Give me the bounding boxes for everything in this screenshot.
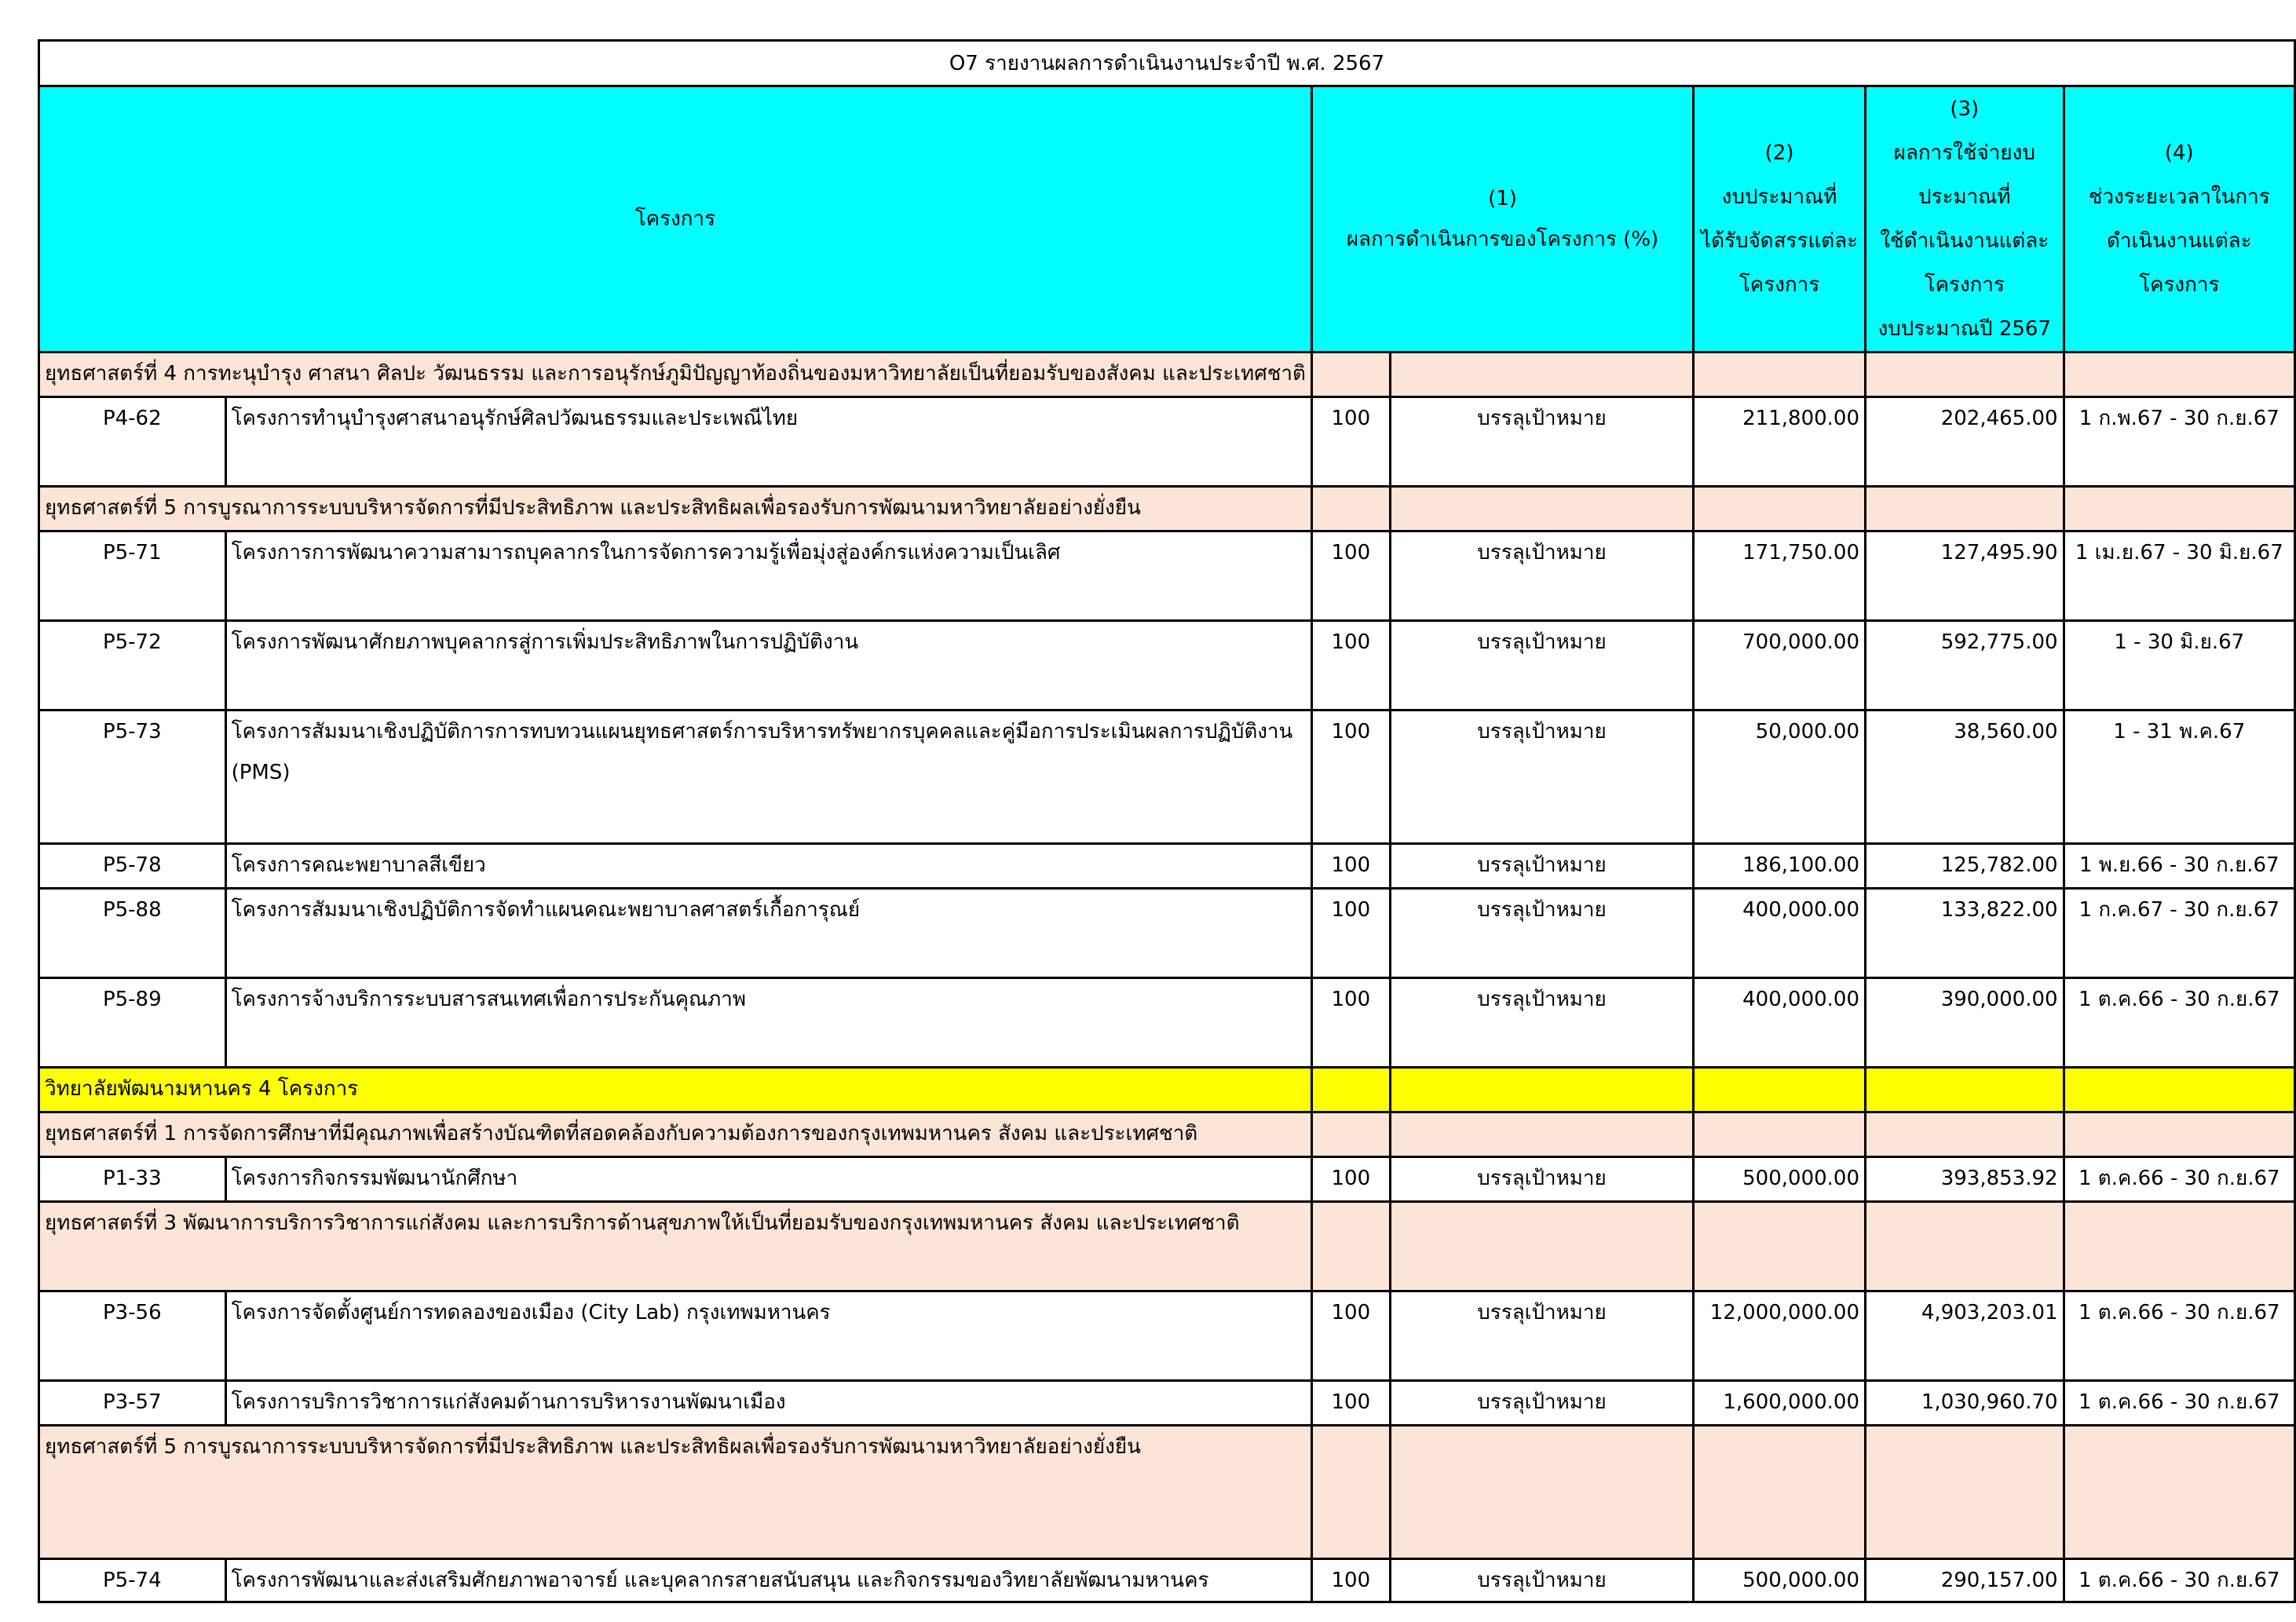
empty-cell	[1390, 1426, 1693, 1559]
empty-cell	[1390, 1202, 1693, 1291]
table-row	[39, 1381, 2295, 1426]
project-percent: 100	[1311, 532, 1390, 621]
strategy-row	[39, 1426, 2295, 1559]
header-project-label: โครงการ	[634, 207, 716, 231]
project-result: บรรลุเป้าหมาย	[1390, 397, 1693, 487]
header-col2-number: (2)	[1764, 141, 1794, 165]
project-spent: 38,560.00	[1866, 711, 2064, 844]
project-code: P3-57	[39, 1381, 226, 1426]
project-percent: 100	[1311, 1157, 1390, 1202]
table-row	[39, 978, 2295, 1068]
empty-cell	[1694, 1112, 1866, 1157]
table-row	[39, 889, 2295, 978]
table-body	[39, 353, 2295, 1602]
project-budget: 50,000.00	[1694, 711, 1866, 844]
project-spent: 133,822.00	[1866, 889, 2064, 978]
project-result: บรรลุเป้าหมาย	[1390, 889, 1693, 978]
project-period: 1 ต.ค.66 - 30 ก.ย.67	[2064, 978, 2294, 1068]
project-result: บรรลุเป้าหมาย	[1390, 1381, 1693, 1426]
project-percent: 100	[1311, 1291, 1390, 1381]
table-row	[39, 1157, 2295, 1202]
empty-cell	[1694, 1202, 1866, 1291]
project-percent: 100	[1311, 1559, 1390, 1602]
header-budget	[1694, 86, 1866, 353]
project-spent: 592,775.00	[1866, 621, 2064, 711]
header-performance	[1311, 86, 1693, 353]
project-name: โครงการบริการวิชาการแก่สังคมด้านการบริหารงานพัฒนาเมือง	[225, 1381, 1311, 1426]
empty-cell	[2064, 1112, 2294, 1157]
empty-cell	[2064, 353, 2294, 397]
project-result: บรรลุเป้าหมาย	[1390, 1157, 1693, 1202]
empty-cell	[1311, 1068, 1390, 1112]
project-name: โครงการกิจกรรมพัฒนานักศึกษา	[225, 1157, 1311, 1202]
report-table	[38, 39, 2296, 1603]
project-percent: 100	[1311, 397, 1390, 487]
project-code: P1-33	[39, 1157, 226, 1202]
project-budget: 400,000.00	[1694, 978, 1866, 1068]
empty-cell	[2064, 1202, 2294, 1291]
empty-cell	[1390, 1068, 1693, 1112]
header-period	[2064, 86, 2294, 353]
project-percent: 100	[1311, 978, 1390, 1068]
table-row	[39, 1559, 2295, 1602]
strategy-title: ยุทธศาสตร์ที่ 5 การบูรณาการระบบบริหารจัดการที่มีประสิทธิภาพ และประสิทธิผลเพื่อรองรับการพัฒนามหาวิทยาลัยอย่างยั่งยืน	[39, 487, 1312, 532]
project-period: 1 พ.ย.66 - 30 ก.ย.67	[2064, 844, 2294, 889]
empty-cell	[1311, 487, 1390, 532]
project-spent: 1,030,960.70	[1866, 1381, 2064, 1426]
project-result: บรรลุเป้าหมาย	[1390, 844, 1693, 889]
header-col3-line2: ใช้ดำเนินงานแต่ละโครงการ	[1880, 229, 2049, 297]
project-name: โครงการพัฒนาศักยภาพบุคลากรสู่การเพิ่มประสิทธิภาพในการปฏิบัติงาน	[225, 621, 1311, 711]
table-row	[39, 397, 2295, 487]
project-spent: 390,000.00	[1866, 978, 2064, 1068]
project-code: P5-73	[39, 711, 226, 844]
project-name: โครงการจัดตั้งศูนย์การทดลองของเมือง (City Lab) กรุงเทพมหานคร	[225, 1291, 1311, 1381]
project-code: P5-74	[39, 1559, 226, 1602]
project-period: 1 เม.ย.67 - 30 มิ.ย.67	[2064, 532, 2294, 621]
empty-cell	[1866, 487, 2064, 532]
project-period: 1 ก.ค.67 - 30 ก.ย.67	[2064, 889, 2294, 978]
strategy-row	[39, 1202, 2295, 1291]
empty-cell	[1694, 1426, 1866, 1559]
project-period: 1 - 31 พ.ค.67	[2064, 711, 2294, 844]
project-spent: 125,782.00	[1866, 844, 2064, 889]
project-code: P5-89	[39, 978, 226, 1068]
project-period: 1 ต.ค.66 - 30 ก.ย.67	[2064, 1291, 2294, 1381]
header-col2-line2: ได้รับจัดสรรแต่ละ	[1701, 229, 1859, 253]
project-period: 1 ก.พ.67 - 30 ก.ย.67	[2064, 397, 2294, 487]
empty-cell	[1311, 1112, 1390, 1157]
empty-cell	[1694, 1068, 1866, 1112]
empty-cell	[2064, 1068, 2294, 1112]
empty-cell	[1866, 353, 2064, 397]
faculty-title: วิทยาลัยพัฒนามหานคร 4 โครงการ	[39, 1068, 1312, 1112]
strategy-row	[39, 353, 2295, 397]
project-period: 1 ต.ค.66 - 30 ก.ย.67	[2064, 1381, 2294, 1426]
table-row	[39, 621, 2295, 711]
empty-cell	[1866, 1068, 2064, 1112]
empty-cell	[2064, 1426, 2294, 1559]
empty-cell	[1694, 487, 1866, 532]
project-name: โครงการจ้างบริการระบบสารสนเทศเพื่อการประกันคุณภาพ	[225, 978, 1311, 1068]
header-col2-line1: งบประมาณที่	[1721, 185, 1837, 209]
empty-cell	[1390, 353, 1693, 397]
project-code: P5-71	[39, 532, 226, 621]
project-name: โครงการสัมมนาเชิงปฏิบัติการการทบทวนแผนยุทธศาสตร์การบริหารทรัพยากรบุคคลและคู่มือการประเมินผลการปฏิบัติงาน (PMS)	[225, 711, 1311, 844]
header-col1-label: ผลการดำเนินการของโครงการ (%)	[1346, 228, 1659, 251]
strategy-title: ยุทธศาสตร์ที่ 1 การจัดการศึกษาที่มีคุณภาพเพื่อสร้างบัณฑิตที่สอดคล้องกับความต้องการของกรุงเทพมหานคร สังคม และประเทศชาติ	[39, 1112, 1312, 1157]
empty-cell	[1866, 1426, 2064, 1559]
project-spent: 4,903,203.01	[1866, 1291, 2064, 1381]
project-result: บรรลุเป้าหมาย	[1390, 711, 1693, 844]
project-budget: 1,600,000.00	[1694, 1381, 1866, 1426]
project-budget: 211,800.00	[1694, 397, 1866, 487]
header-col4-line1: ช่วงระยะเวลาในการ	[2088, 185, 2270, 209]
empty-cell	[2064, 487, 2294, 532]
project-code: P3-56	[39, 1291, 226, 1381]
project-budget: 500,000.00	[1694, 1559, 1866, 1602]
project-budget: 12,000,000.00	[1694, 1291, 1866, 1381]
header-spent	[1866, 86, 2064, 353]
project-result: บรรลุเป้าหมาย	[1390, 1559, 1693, 1602]
table-row	[39, 711, 2295, 844]
table-row	[39, 844, 2295, 889]
report-title: O7 รายงานผลการดำเนินงานประจำปี พ.ศ. 2567	[39, 41, 2295, 86]
project-budget: 500,000.00	[1694, 1157, 1866, 1202]
project-spent: 202,465.00	[1866, 397, 2064, 487]
project-period: 1 - 30 มิ.ย.67	[2064, 621, 2294, 711]
project-name: โครงการสัมมนาเชิงปฏิบัติการจัดทำแผนคณะพยาบาลศาสตร์เกื้อการุณย์	[225, 889, 1311, 978]
project-code: P5-78	[39, 844, 226, 889]
strategy-row	[39, 487, 2295, 532]
strategy-title: ยุทธศาสตร์ที่ 3 พัฒนาการบริการวิชาการแก่สังคม และการบริการด้านสุขภาพให้เป็นที่ยอมรับของกรุงเทพมหานคร สังคม และประเทศชาติ	[39, 1202, 1312, 1291]
empty-cell	[1694, 353, 1866, 397]
header-col3-line3: งบประมาณปี 2567	[1877, 317, 2051, 341]
project-budget: 186,100.00	[1694, 844, 1866, 889]
project-percent: 100	[1311, 844, 1390, 889]
project-budget: 171,750.00	[1694, 532, 1866, 621]
empty-cell	[1311, 1426, 1390, 1559]
project-percent: 100	[1311, 621, 1390, 711]
project-result: บรรลุเป้าหมาย	[1390, 1291, 1693, 1381]
project-period: 1 ต.ค.66 - 30 ก.ย.67	[2064, 1157, 2294, 1202]
project-name: โครงการทำนุบำรุงศาสนาอนุรักษ์ศิลปวัฒนธรรมและประเพณีไทย	[225, 397, 1311, 487]
project-budget: 700,000.00	[1694, 621, 1866, 711]
empty-cell	[1390, 487, 1693, 532]
header-col3-number: (3)	[1950, 97, 1980, 121]
header-col2-line3: โครงการ	[1738, 273, 1820, 297]
empty-cell	[1390, 1112, 1693, 1157]
project-spent: 290,157.00	[1866, 1559, 2064, 1602]
faculty-row	[39, 1068, 2295, 1112]
strategy-title: ยุทธศาสตร์ที่ 5 การบูรณาการระบบบริหารจัดการที่มีประสิทธิภาพ และประสิทธิผลเพื่อรองรับการพัฒนามหาวิทยาลัยอย่างยั่งยืน	[39, 1426, 1312, 1559]
header-project	[39, 86, 1312, 353]
project-percent: 100	[1311, 889, 1390, 978]
project-budget: 400,000.00	[1694, 889, 1866, 978]
project-spent: 127,495.90	[1866, 532, 2064, 621]
empty-cell	[1866, 1112, 2064, 1157]
project-result: บรรลุเป้าหมาย	[1390, 978, 1693, 1068]
header-col3-line1: ผลการใช้จ่ายงบประมาณที่	[1893, 141, 2035, 209]
header-col1-number: (1)	[1488, 187, 1517, 210]
project-result: บรรลุเป้าหมาย	[1390, 621, 1693, 711]
table-row	[39, 1291, 2295, 1381]
header-col4-number: (4)	[2164, 141, 2194, 165]
strategy-row	[39, 1112, 2295, 1157]
strategy-title: ยุทธศาสตร์ที่ 4 การทะนุบำรุง ศาสนา ศิลปะ วัฒนธรรม และการอนุรักษ์ภูมิปัญญาท้องถิ่นของมหาวิทยาลัยเป็นที่ยอมรับของสังคม และประเทศชาติ	[39, 353, 1312, 397]
project-name: โครงการการพัฒนาความสามารถบุคลากรในการจัดการความรู้เพื่อมุ่งสู่องค์กรแห่งความเป็นเลิศ	[225, 532, 1311, 621]
project-percent: 100	[1311, 1381, 1390, 1426]
project-name: โครงการพัฒนาและส่งเสริมศักยภาพอาจารย์ และบุคลากรสายสนับสนุน และกิจกรรมของวิทยาลัยพัฒนามหานคร	[225, 1559, 1311, 1602]
project-code: P5-72	[39, 621, 226, 711]
table-row	[39, 532, 2295, 621]
project-code: P5-88	[39, 889, 226, 978]
project-name: โครงการคณะพยาบาลสีเขียว	[225, 844, 1311, 889]
project-code: P4-62	[39, 397, 226, 487]
empty-cell	[1311, 353, 1390, 397]
project-result: บรรลุเป้าหมาย	[1390, 532, 1693, 621]
empty-cell	[1866, 1202, 2064, 1291]
project-spent: 393,853.92	[1866, 1157, 2064, 1202]
project-period: 1 ต.ค.66 - 30 ก.ย.67	[2064, 1559, 2294, 1602]
project-percent: 100	[1311, 711, 1390, 844]
header-col4-line2: ดำเนินงานแต่ละโครงการ	[2107, 229, 2252, 297]
empty-cell	[1311, 1202, 1390, 1291]
